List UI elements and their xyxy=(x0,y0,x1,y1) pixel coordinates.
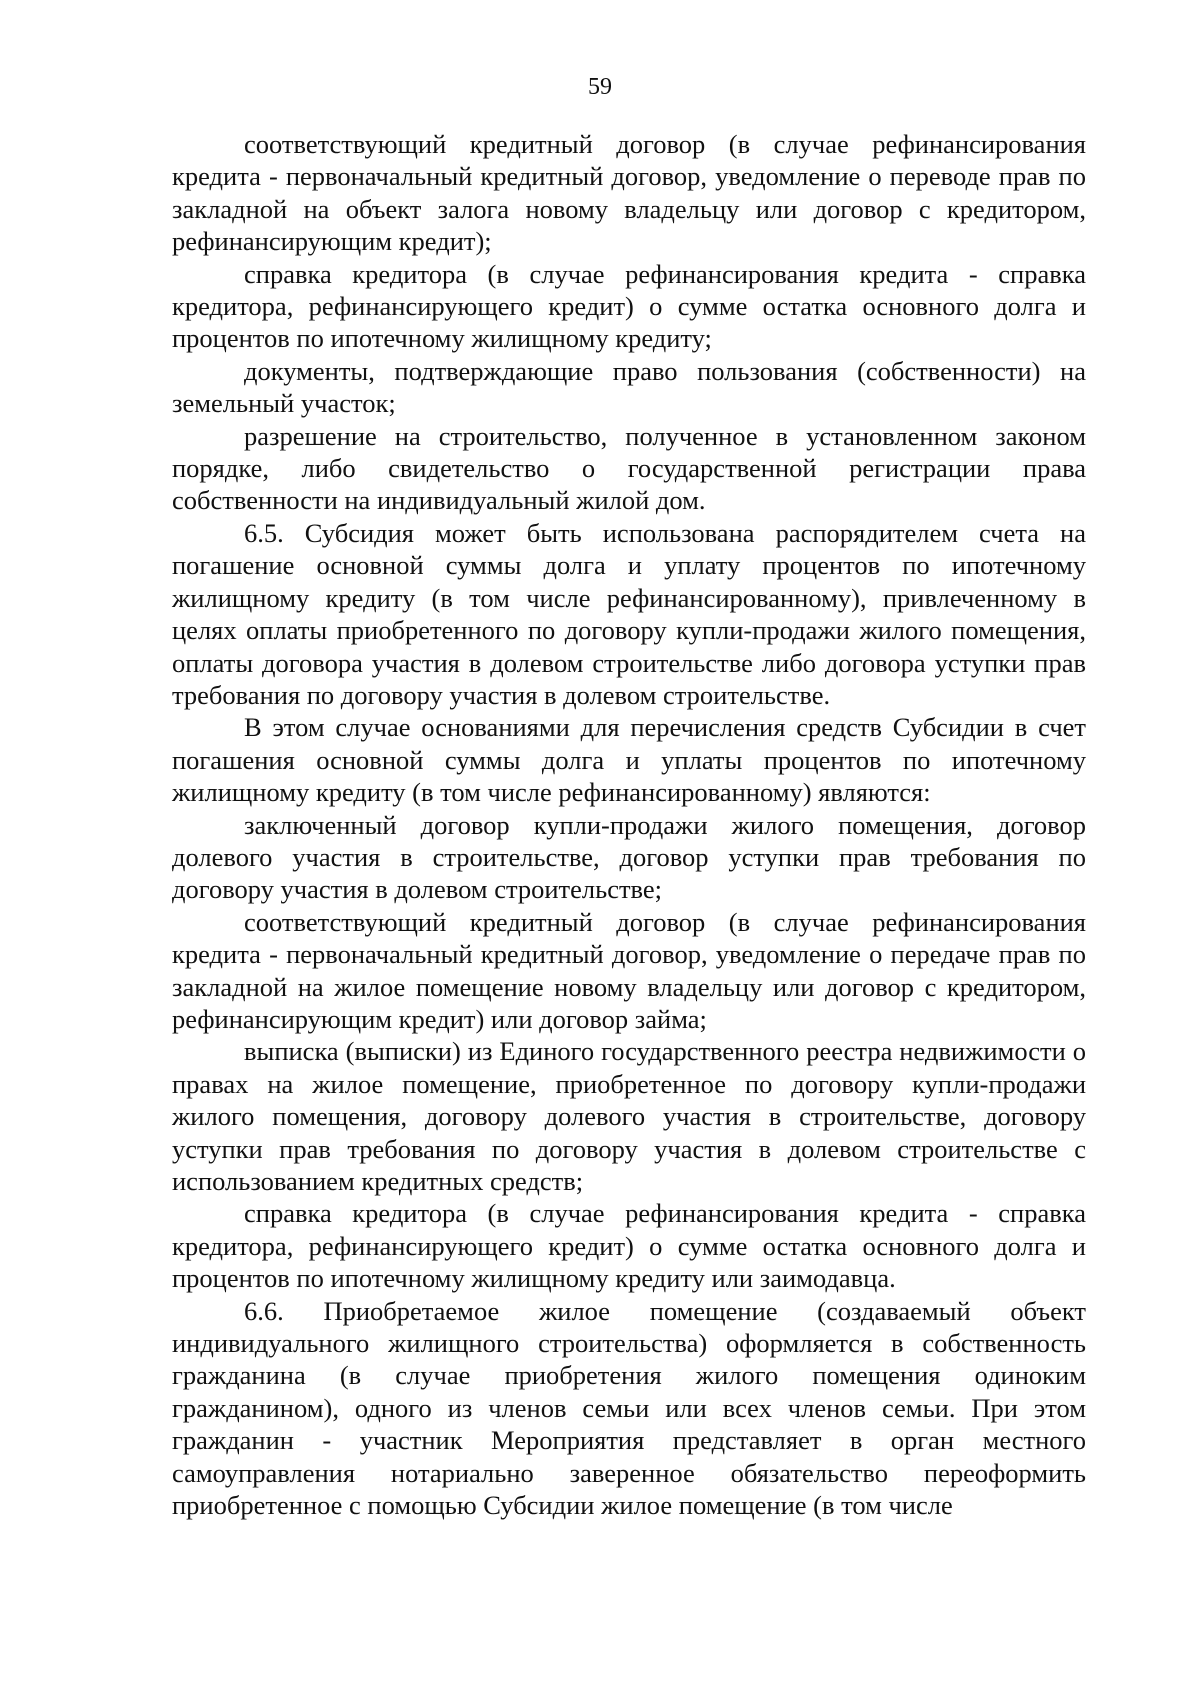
paragraph-creditor-certificate-1: справка кредитора (в случае рефинансирования кредита - справка кредитора, рефинансирующего кредит) о сумме остатка основного долга и процентов по ипотечному жилищному кредиту; xyxy=(172,258,1086,354)
paragraph-purchase-agreement: заключенный договор купли-продажи жилого помещения, договор долевого участия в строительстве, договор уступки прав требования по договору участия в долевом строительстве; xyxy=(172,809,1086,905)
paragraph-credit-agreement-1: соответствующий кредитный договор (в случае рефинансирования кредита - первоначальный кредитный договор, уведомление о переводе прав по закладной на объект залога новому владельцу или договор с кредитором, рефинансирующим кредит); xyxy=(172,129,1086,257)
paragraph-construction-permit: разрешение на строительство, полученное в установленном законом порядке, либо свидетельство о государственной регистрации права собственности на индивидуальный жилой дом. xyxy=(172,420,1086,516)
paragraph-registry-extract: выписка (выписки) из Единого государственного реестра недвижимости о правах на жилое помещение, приобретенное по договору купли-продажи жилого помещения, договору долевого участия в строительстве, договору уступки прав требования по договору участия в долевом строительстве с использованием кредитных средств; xyxy=(172,1036,1086,1196)
paragraph-credit-agreement-2: соответствующий кредитный договор (в случае рефинансирования кредита - первоначальный кредитный договор, уведомление о передаче прав по закладной на жилое помещение новому владельцу или договор с кредитором, рефинансирующим кредит) или договор займа; xyxy=(172,906,1086,1034)
paragraph-transfer-grounds: В этом случае основаниями для перечисления средств Субсидии в счет погашения основной суммы долга и уплаты процентов по ипотечному жилищному кредиту (в том числе рефинансированному) являются: xyxy=(172,712,1086,808)
paragraph-section-6-6: 6.6. Приобретаемое жилое помещение (создаваемый объект индивидуального жилищного строительства) оформляется в собственность гражданина (в случае приобретения жилого помещения одиноким гражданином), одного из членов семьи или всех членов семьи. При этом гражданин - участник Мероприятия представляет в орган местного самоуправления нотариально заверенное обязательство переоформить приобретенное с помощью Субсидии жилое помещение (в том числе xyxy=(172,1295,1086,1521)
document-body xyxy=(172,128,1086,1521)
page-number: 59 xyxy=(588,74,612,100)
paragraph-land-rights-documents: документы, подтверждающие право пользования (собственности) на земельный участок; xyxy=(172,355,1086,419)
paragraph-section-6-5: 6.5. Субсидия может быть использована распорядителем счета на погашение основной суммы долга и уплату процентов по ипотечному жилищному кредиту (в том числе рефинансированному), привлеченному в целях оплаты приобретенного по договору купли-продажи жилого помещения, оплаты договора участия в долевом строительстве либо договора уступки прав требования по договору участия в долевом строительстве. xyxy=(172,517,1086,710)
paragraph-creditor-certificate-2: справка кредитора (в случае рефинансирования кредита - справка кредитора, рефинансирующего кредит) о сумме остатка основного долга и процентов по ипотечному жилищному кредиту или заимодавца. xyxy=(172,1198,1086,1294)
